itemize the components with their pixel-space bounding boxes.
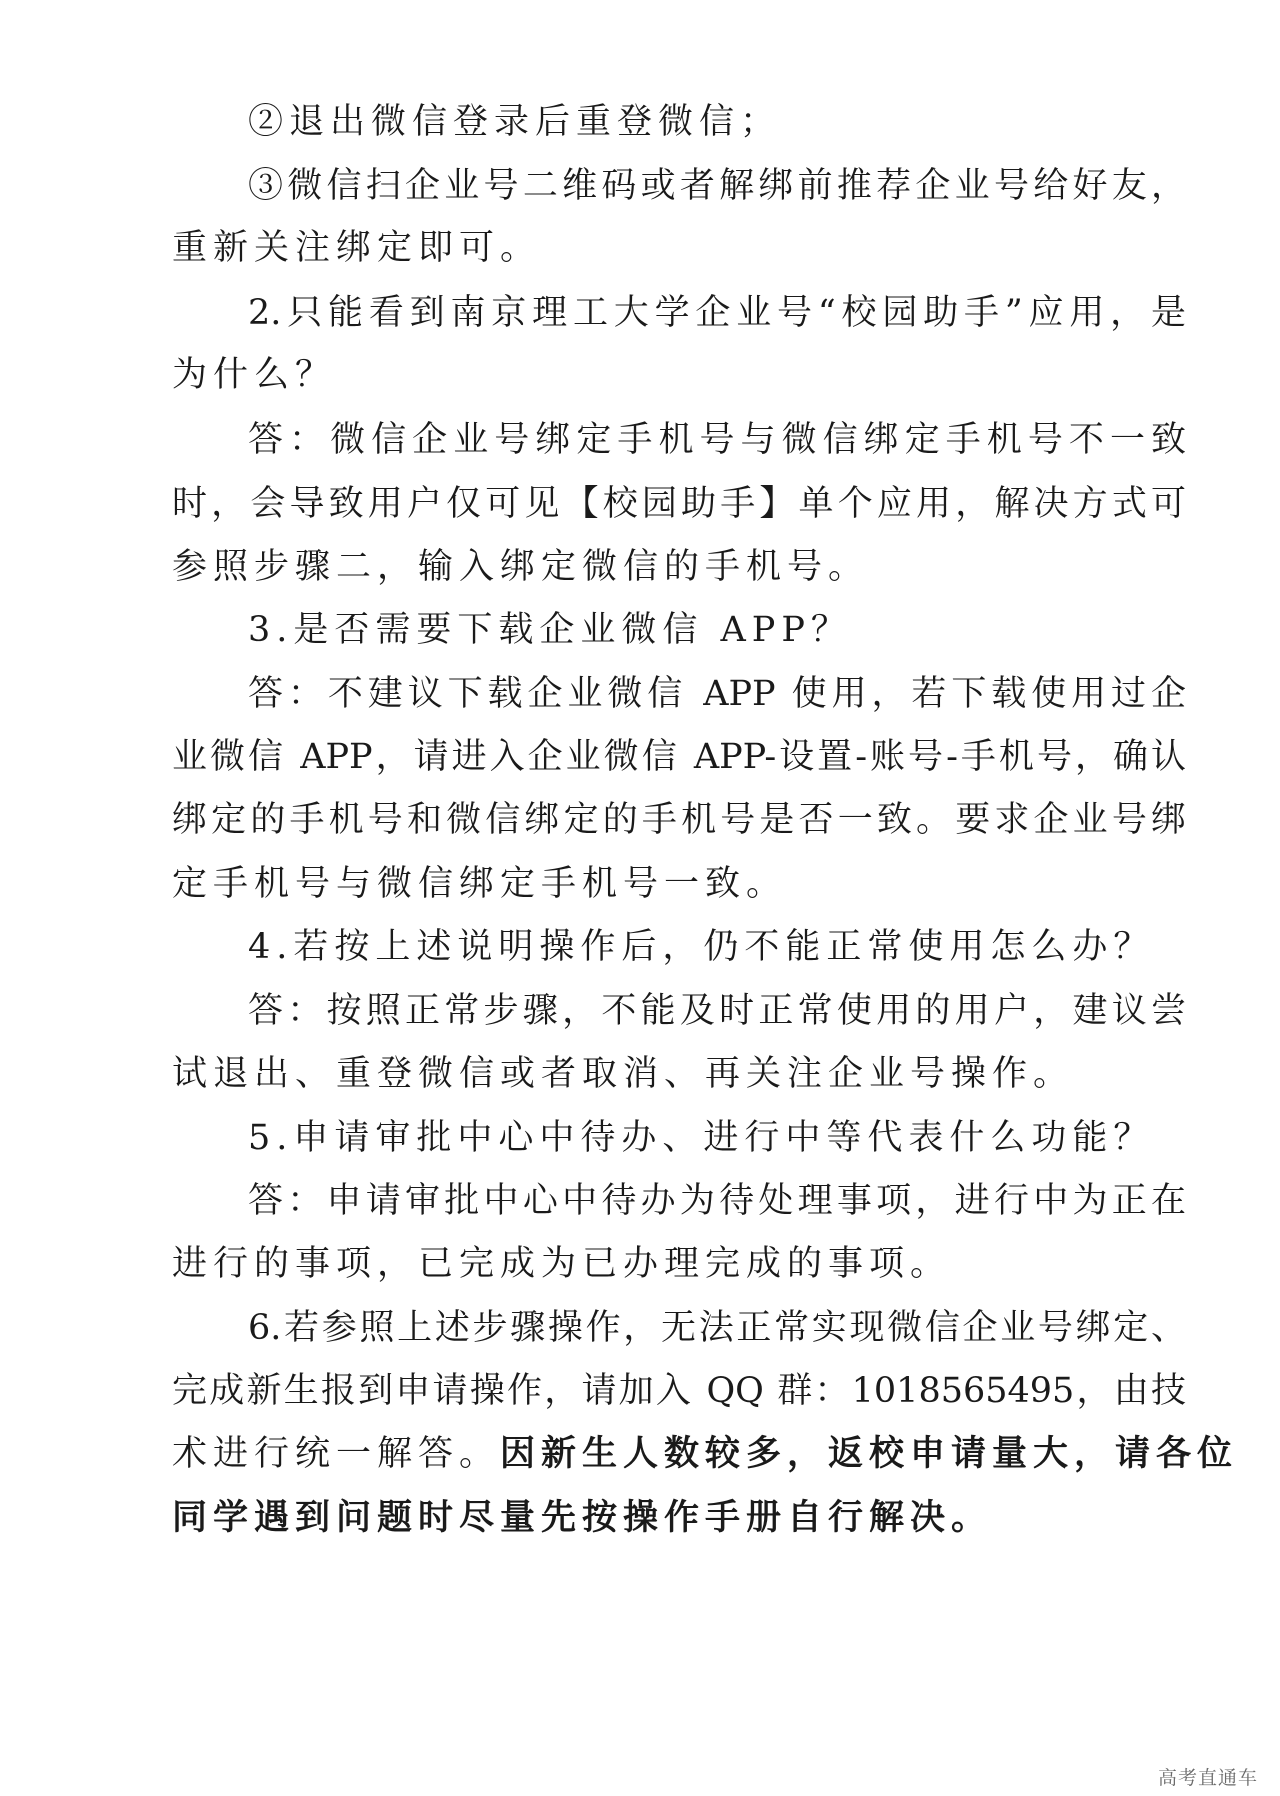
answer-4: 答：按照正常步骤，不能及时正常使用的用户，建议尝 (248, 991, 1186, 1031)
question-2-cont: 为什么？ (172, 355, 337, 395)
answer-2-cont-1: 时，会导致用户仅可见【校园助手】单个应用，解决方式可 (172, 484, 1186, 524)
question-2: 2.只能看到南京理工大学企业号“校园助手”应用，是 (248, 293, 1186, 333)
answer-3: 答：不建议下载企业微信 APP 使用，若下载使用过企 (248, 674, 1186, 714)
question-4: 4.若按上述说明操作后，仍不能正常使用怎么办？ (248, 927, 1155, 967)
question-6-cont-2 (172, 1430, 1239, 1478)
question-5: 5.申请审批中心中待办、进行中等代表什么功能？ (248, 1118, 1155, 1158)
step-2-text: ②退出微信登录后重登微信； (248, 102, 782, 142)
answer-3-cont-2: 绑定的手机号和微信绑定的手机号是否一致。要求企业号绑 (172, 800, 1186, 840)
question-6-bold-notice-cont: 同学遇到问题时尽量先按操作手册自行解决。 (172, 1497, 993, 1538)
question-6-plain-text: 术进行统一解答。 (172, 1434, 501, 1474)
answer-5: 答：申请审批中心中待办为待处理事项，进行中为正在 (248, 1181, 1186, 1221)
answer-5-cont: 进行的事项，已完成为已办理完成的事项。 (172, 1244, 952, 1284)
answer-4-cont: 试退出、重登微信或者取消、再关注企业号操作。 (172, 1054, 1075, 1094)
question-6-bold-notice: 因新生人数较多，返校申请量大，请各位 (500, 1433, 1239, 1474)
watermark-text: 高考直通车 (1157, 1767, 1258, 1789)
question-3: 3.是否需要下载企业微信 APP？ (248, 610, 852, 650)
answer-2: 答：微信企业号绑定手机号与微信绑定手机号不一致 (248, 420, 1186, 460)
answer-3-cont-3: 定手机号与微信绑定手机号一致。 (172, 864, 788, 904)
step-3-text: ③微信扫企业号二维码或者解绑前推荐企业号给好友， (248, 166, 1186, 206)
answer-2-cont-2: 参照步骤二，输入绑定微信的手机号。 (172, 547, 870, 587)
step-3-text-cont: 重新关注绑定即可。 (172, 228, 542, 268)
question-6: 6.若参照上述步骤操作，无法正常实现微信企业号绑定、 (248, 1308, 1186, 1348)
answer-3-cont-1: 业微信 APP，请进入企业微信 APP-设置-账号-手机号，确认 (172, 737, 1186, 777)
question-6-cont-1: 完成新生报到申请操作，请加入 QQ 群：1018565495，由技 (172, 1371, 1186, 1411)
